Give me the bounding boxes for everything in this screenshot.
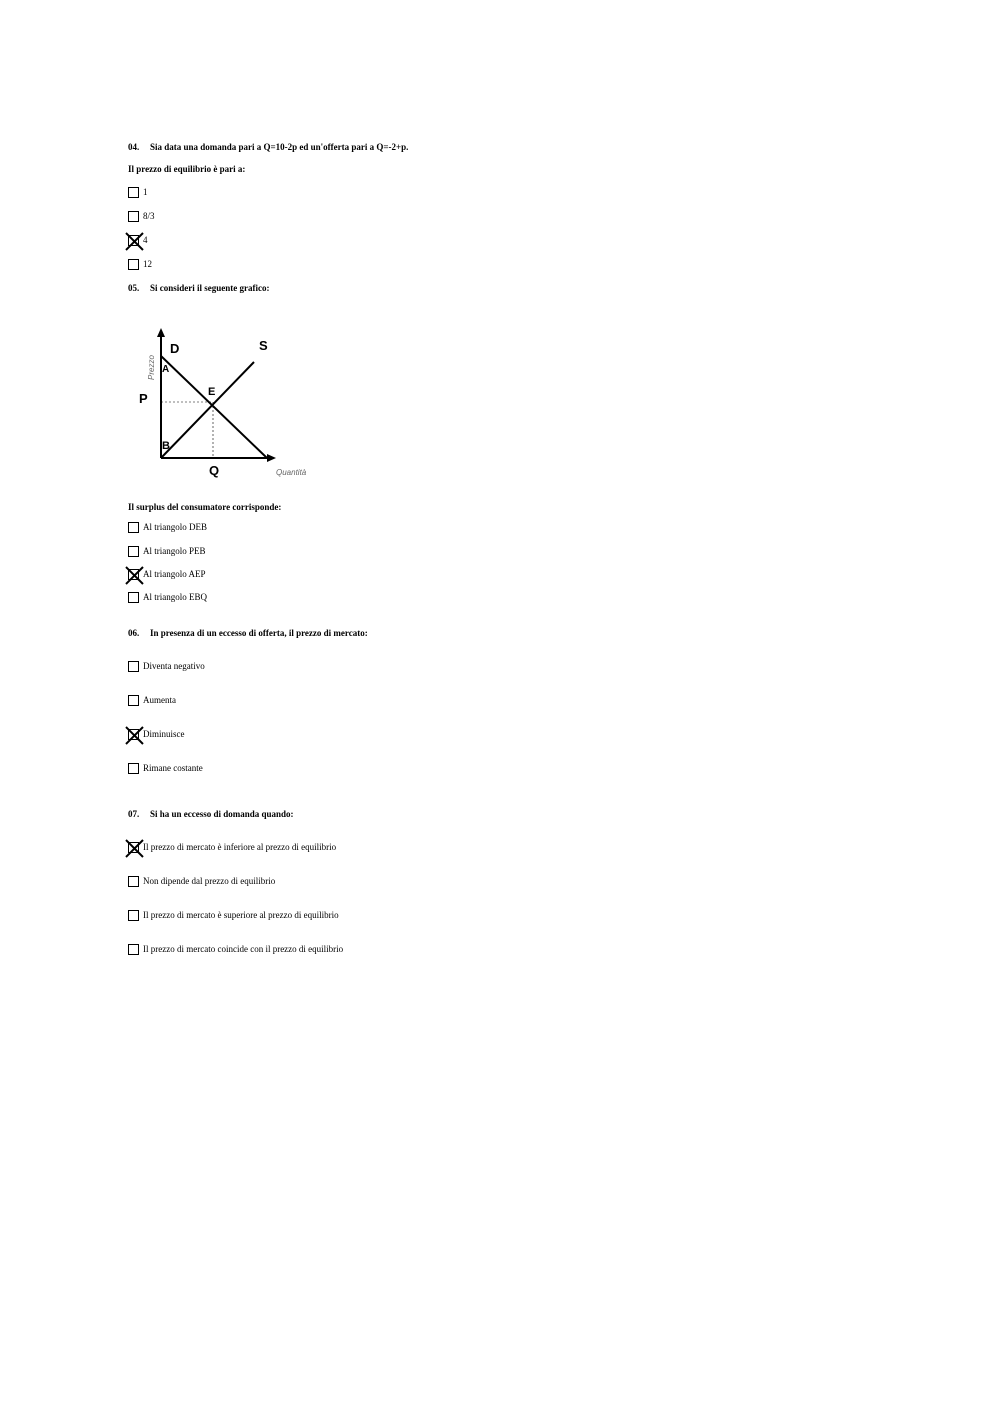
option-label: Diminuisce xyxy=(143,729,185,739)
option-label: Al triangolo DEB xyxy=(143,522,207,532)
graph-svg xyxy=(130,326,350,486)
option-label: 1 xyxy=(143,187,148,197)
option-label: Il prezzo di mercato è inferiore al prezzo di equilibrio xyxy=(143,842,337,852)
question-04-title xyxy=(128,142,408,152)
option-label: Al triangolo AEP xyxy=(143,569,206,579)
checkbox[interactable] xyxy=(128,876,139,887)
label-Q: Q xyxy=(209,463,220,478)
question-04-text: Sia data una domanda pari a Q=10-2p ed un'offerta pari a Q=-2+p. xyxy=(150,142,409,152)
label-B: B xyxy=(162,440,170,452)
option-label: Il prezzo di mercato coincide con il prezzo di equilibrio xyxy=(143,944,344,954)
question-07-title xyxy=(128,809,294,819)
option-label: Al triangolo EBQ xyxy=(143,592,207,602)
checkbox-checked[interactable] xyxy=(128,569,139,580)
question-05-subtext: Il surplus del consumatore corrisponde: xyxy=(128,502,282,512)
label-P: P xyxy=(139,391,148,406)
option-label: Diventa negativo xyxy=(143,661,205,671)
checkbox[interactable] xyxy=(128,187,139,198)
question-04-number: 04. xyxy=(128,142,140,152)
label-E: E xyxy=(208,386,216,398)
label-D: D xyxy=(170,341,180,356)
option-label: Non dipende dal prezzo di equilibrio xyxy=(143,876,276,886)
checkbox[interactable] xyxy=(128,910,139,921)
cross-mark-icon xyxy=(125,232,144,251)
question-05-title xyxy=(128,283,269,293)
y-axis-arrow-icon xyxy=(157,328,165,337)
checkbox[interactable] xyxy=(128,522,139,533)
question-06-number: 06. xyxy=(128,628,140,638)
question-06-text: In presenza di un eccesso di offerta, il prezzo di mercato: xyxy=(150,628,368,638)
checkbox[interactable] xyxy=(128,661,139,672)
checkbox[interactable] xyxy=(128,592,139,603)
cross-mark-icon xyxy=(125,839,144,858)
question-04-subtext: Il prezzo di equilibrio è pari a: xyxy=(128,164,246,174)
option-label: Aumenta xyxy=(143,695,176,705)
question-05-text: Si consideri il seguente grafico: xyxy=(150,283,270,293)
option-label: 8/3 xyxy=(143,211,155,221)
x-axis-label: Quantità xyxy=(276,468,307,477)
option-label: Il prezzo di mercato è superiore al prezzo di equilibrio xyxy=(143,910,339,920)
option-label: 12 xyxy=(143,259,152,269)
checkbox[interactable] xyxy=(128,259,139,270)
cross-mark-icon xyxy=(125,726,144,745)
checkbox[interactable] xyxy=(128,763,139,774)
checkbox[interactable] xyxy=(128,211,139,222)
option-label: 4 xyxy=(143,235,148,245)
checkbox-checked[interactable] xyxy=(128,842,139,853)
option-label: Al triangolo PEB xyxy=(143,546,206,556)
checkbox-checked[interactable] xyxy=(128,235,139,246)
cross-mark-icon xyxy=(125,566,144,585)
checkbox[interactable] xyxy=(128,546,139,557)
checkbox-checked[interactable] xyxy=(128,729,139,740)
question-05-number: 05. xyxy=(128,283,140,293)
label-S: S xyxy=(259,338,268,353)
question-06-title xyxy=(128,628,368,638)
checkbox[interactable] xyxy=(128,944,139,955)
checkbox[interactable] xyxy=(128,695,139,706)
x-axis-arrow-icon xyxy=(267,454,276,462)
question-07-number: 07. xyxy=(128,809,140,819)
supply-demand-graph xyxy=(130,326,350,486)
question-07-text: Si ha un eccesso di domanda quando: xyxy=(150,809,294,819)
y-axis-label: Prezzo xyxy=(147,355,156,380)
option-label: Rimane costante xyxy=(143,763,203,773)
label-A: A xyxy=(162,364,170,375)
supply-line xyxy=(161,362,254,458)
